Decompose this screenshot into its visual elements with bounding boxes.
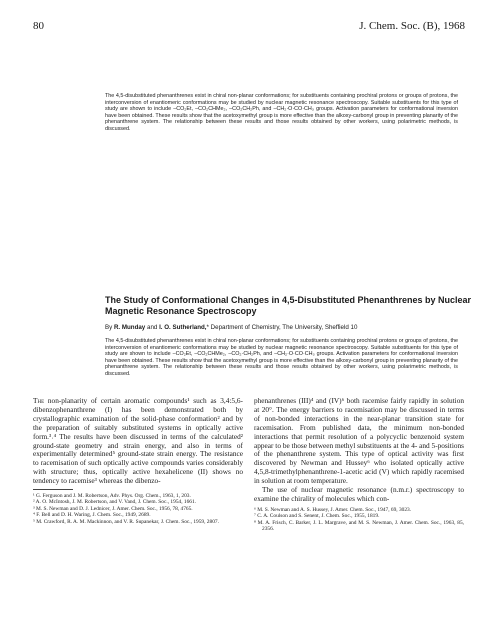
article-authors (105, 324, 475, 332)
right-column (254, 397, 464, 533)
footnote: ⁴ F. Bell and D. H. Waring, J. Chem. Soc., 1949, 2689. (33, 512, 151, 519)
footnote: ¹ G. Ferguson and J. M. Robertson, Adv. Phys. Org. Chem., 1963, 1, 203. (33, 493, 191, 500)
footnote: ⁷ C. A. Coulson and S. Senent, J. Chem. Soc., 1955, 1819. (254, 513, 380, 520)
footnote: ⁸ M. A. Frisch, C. Barker, J. L. Margrave, and M. S. Newman, J. Amer. Chem. Soc., 1963, 85, 2356. (254, 519, 464, 533)
footnote: ⁶ M. S. Newman and A. S. Hussey, J. Amer. Chem. Soc., 1947, 69, 3023. (254, 506, 412, 513)
footnotes-right (254, 507, 464, 533)
left-column (33, 397, 243, 525)
page-number: 80 (33, 20, 44, 32)
footnote-rule (33, 489, 73, 490)
body-paragraph-2: The use of nuclear magnetic resonance (n.m.r.) spectroscopy to examine the chirality of molecules which con- (254, 485, 464, 503)
abstract-text: The 4,5-disubstituted phenanthrenes exist in chiral non-planar conformations; for substituents containing prochiral protons or groups of protons, the interconversion of enantiomeric conformations may be studied by nuclear magnetic resonance spectroscopy. Suitable substituents for this type of study are shown to include –CO₂Et, –CO₂CHMe₂, –CO₂·CH₂Ph, and –CH₂·O·CO·CH₃ groups. Activation parameters for conformational inversion have been obtained. These results show that the acetoxymethyl group is more effective than the alkoxy-carbonyl group in preventing planarity of the phenanthrene system. The relationship between these results and those results obtained by other workers, using polarimetric methods, is discussed. (105, 338, 458, 377)
footnote: ³ M. S. Newman and D. J. Lednicer, J. Amer. Chem. Soc., 1956, 78, 4765. (33, 505, 193, 512)
intro-lead-word: The (33, 396, 45, 405)
intro-text: non-planarity of certain aromatic compounds¹ such as 3,4:5,6-dibenzophenanthrene (I) has been demonstrated both by crystallographic examination of the solid-phase conformation² and by the preparation of suitably substituted systems in optically active form.³˒⁴ The results have been discussed in terms of the calculated² ground-state geometry and strain energy, and also in terms of experimentally determined⁵ ground-state strain energy. The resistance to racemisation of such optically active compounds varies considerably with structure; thus, optically active hexahelicene (II) shows no tendency to racemise³ whereas the dibenzo- (33, 396, 243, 486)
footnote: ² A. O. McIntosh, J. M. Robertson, and V. Vand, J. Chem. Soc., 1954, 1661. (33, 499, 197, 506)
intro-paragraph (33, 397, 243, 486)
affiliation: Department of Chemistry, The University, Sheffield 10 (210, 324, 358, 331)
author-2: I. O. Sutherland, (159, 324, 207, 331)
article-abstract (105, 338, 458, 378)
author-1: R. Munday (113, 324, 146, 331)
by-label: By (105, 324, 113, 331)
footnote: ⁵ M. Crawford, R. A. M. Mackinnon, and V. R. Supanekar, J. Chem. Soc., 1959, 2807. (33, 518, 219, 525)
previous-article-abstract (105, 93, 458, 132)
previous-abstract-text: The 4,5-disubstituted phenanthrenes exist in chiral non-planar conformations; for substituents containing prochiral protons or groups of protons, the interconversion of enantiomeric conformations may be studied by nuclear magnetic resonance spectroscopy. Suitable substituents for this type of study are shown to include –CO₂Et, –CO₂CHMe₂, –CO₂CH₂Ph, and –CH₂·O·CO·CH₃ groups. Activation parameters for conformational inversion have been obtained. These results show that the acetoxymethyl group is more effective than the alkoxy-carbonyl group in preventing planarity of the phenanthrene system. The relationship between these results and those results obtained by other workers, using polarimetric methods, is discussed. (105, 93, 458, 132)
footnotes-left (33, 489, 243, 525)
and-label: and (147, 324, 158, 331)
affiliation-marker: * (206, 324, 209, 331)
article-title: The Study of Conformational Changes in 4,5-Disubstituted Phenanthrenes by Nuclear Magnetic Resonance Spectroscopy (105, 295, 472, 316)
journal-reference: J. Chem. Soc. (B), 1968 (359, 20, 465, 32)
body-paragraph-1: phenanthrenes (III)⁴ and (IV)⁶ both racemise fairly rapidly in solution at 20°. The energy barriers to racemisation may be discussed in terms of non-bonded interactions in the near-planar transition state for racemisation. From published data, the minimum non-bonded interactions that permit resolution of a polycyclic benzenoid system appear to be those between methyl substituents at the 4- and 5-positions of the phenanthrene system. This type of optical activity was first discovered by Newman and Hussey⁶ who isolated optically active 4,5,8-trimethylphenanthrene-1-acetic acid (V) which rapidly racemised in solution at room temperature. (254, 396, 464, 486)
